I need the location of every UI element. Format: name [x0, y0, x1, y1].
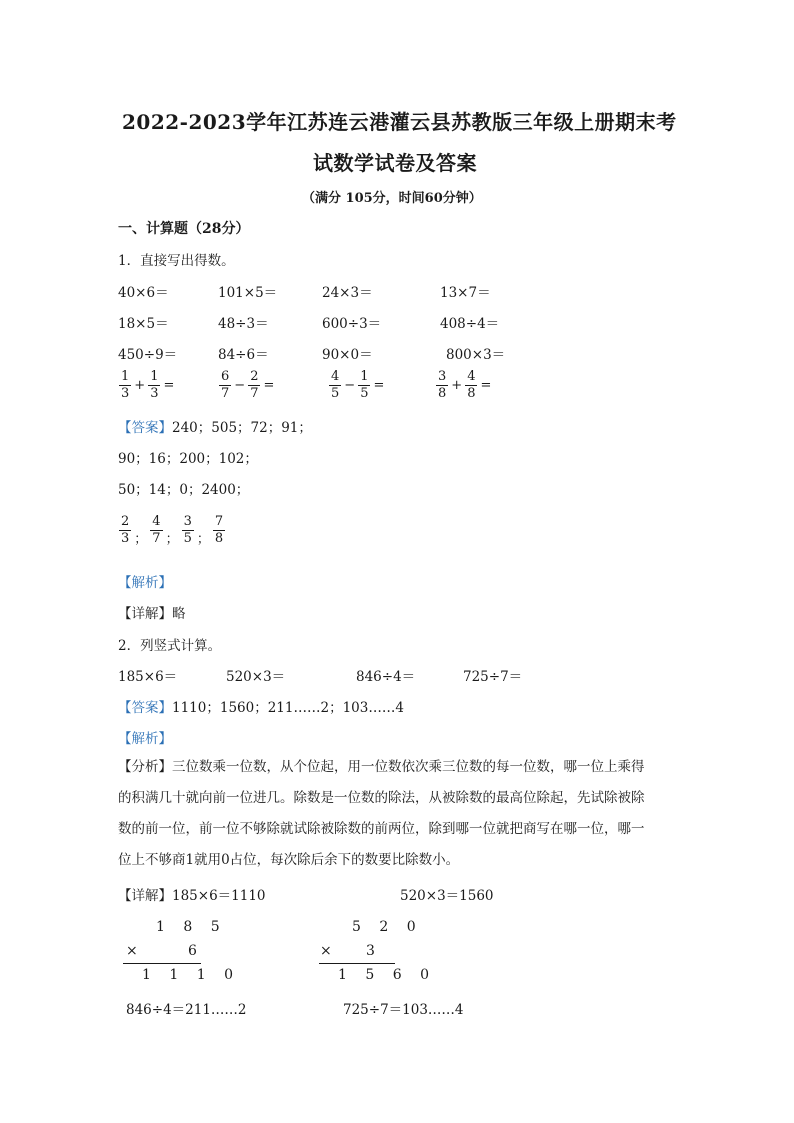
calc-item: 18×5＝: [118, 316, 169, 332]
answer-line: [118, 416, 312, 436]
detail-tag: 【详解】: [118, 606, 172, 622]
calc-item: 90×0＝: [322, 347, 373, 363]
answer-fractions: $\frac{2}{3}$ ； $\frac{4}{7}$ ； $\frac{3}{5}$ ； $\frac{7}{8}$: [121, 514, 224, 547]
detail-equation: 520×3＝1560: [400, 888, 494, 904]
underline: [123, 963, 201, 964]
vertical-problem: 185×6＝: [118, 669, 178, 685]
answer-tag: 【答案】: [118, 700, 172, 716]
answer-line: 90；16；200；102；: [118, 451, 258, 467]
answer-tag: 【答案】: [118, 420, 172, 436]
page-title-line-1: 2022-2023学年江苏连云港灌云县苏教版三年级上册期末考: [122, 110, 677, 134]
vertical-multiplication: 5 2 0 × 3 1 5 6 0: [320, 919, 436, 983]
page-title-line-2: 试数学试卷及答案: [313, 151, 477, 175]
vertical-problem: 725÷7＝: [463, 669, 523, 685]
fraction-expression: $\frac{3}{8}$ + $\frac{4}{8}$ =: [438, 369, 492, 401]
answer-text: 1110；1560；211……2；103……4: [172, 700, 404, 716]
question-1-prompt: 1．直接写出得数。: [118, 253, 235, 269]
section-heading: 一、计算题（28分）: [118, 221, 250, 237]
analysis-tag: 【解析】: [118, 731, 172, 747]
calc-item: 48÷3＝: [218, 316, 269, 332]
detail-equation: 725÷7＝103……4: [343, 1002, 464, 1018]
answer-line: 50；14；0；2400；: [118, 482, 250, 498]
vertical-problem: 846÷4＝: [356, 669, 416, 685]
detail-line: [118, 602, 186, 622]
vertical-multiplication: 1 8 5 × 6 1 1 1 0: [118, 915, 208, 990]
analysis-tag: 【解析】: [118, 575, 172, 591]
calc-item: 800×3＝: [446, 347, 506, 363]
detail-text: 略: [172, 606, 186, 622]
question-2-prompt: 2．列竖式计算。: [118, 638, 222, 654]
fraction-expression: $\frac{6}{7}$ − $\frac{2}{7}$ =: [221, 369, 275, 401]
fraction-expression: $\frac{4}{5}$ − $\frac{1}{5}$ =: [331, 369, 385, 401]
detail-equation: 846÷4＝211……2: [126, 1002, 247, 1018]
fraction-expression: $\frac{1}{3}$ + $\frac{1}{3}$ =: [121, 369, 175, 401]
detail-tag: 【详解】: [118, 888, 172, 904]
answer-line: [118, 696, 404, 716]
underline: [319, 963, 395, 964]
calc-item: 13×7＝: [440, 285, 491, 301]
analysis-paragraph: 【分析】三位数乘一位数，从个位起，用一位数依次乘三位数的每一位数，哪一位上乘得 的积满几十就向前一位进几。除数是一位数的除法，从被除数的最高位除起，先试除被除 数的前一位，前一位不够除就试除被除数的前两位，除到哪一位就把商写在哪一位，哪一 位上不够商1就用0占位，每次除后余下的数要比除数小。: [118, 759, 645, 868]
calc-item: 600÷3＝: [322, 316, 382, 332]
calc-item: 84÷6＝: [218, 347, 269, 363]
calc-item: 408÷4＝: [440, 316, 500, 332]
calc-item: 24×3＝: [322, 285, 373, 301]
detail-line: 【详解】185×6＝1110: [118, 888, 266, 904]
answer-text: 240；505；72；91；: [172, 420, 312, 436]
calc-item: 101×5＝: [218, 285, 278, 301]
page-subtitle: （满分 105分，时间60分钟）: [302, 191, 482, 206]
calc-item: 40×6＝: [118, 285, 169, 301]
fenxi-tag: 【分析】: [118, 759, 172, 775]
vertical-problem: 520×3＝: [226, 669, 286, 685]
calc-item: 450÷9＝: [118, 347, 178, 363]
